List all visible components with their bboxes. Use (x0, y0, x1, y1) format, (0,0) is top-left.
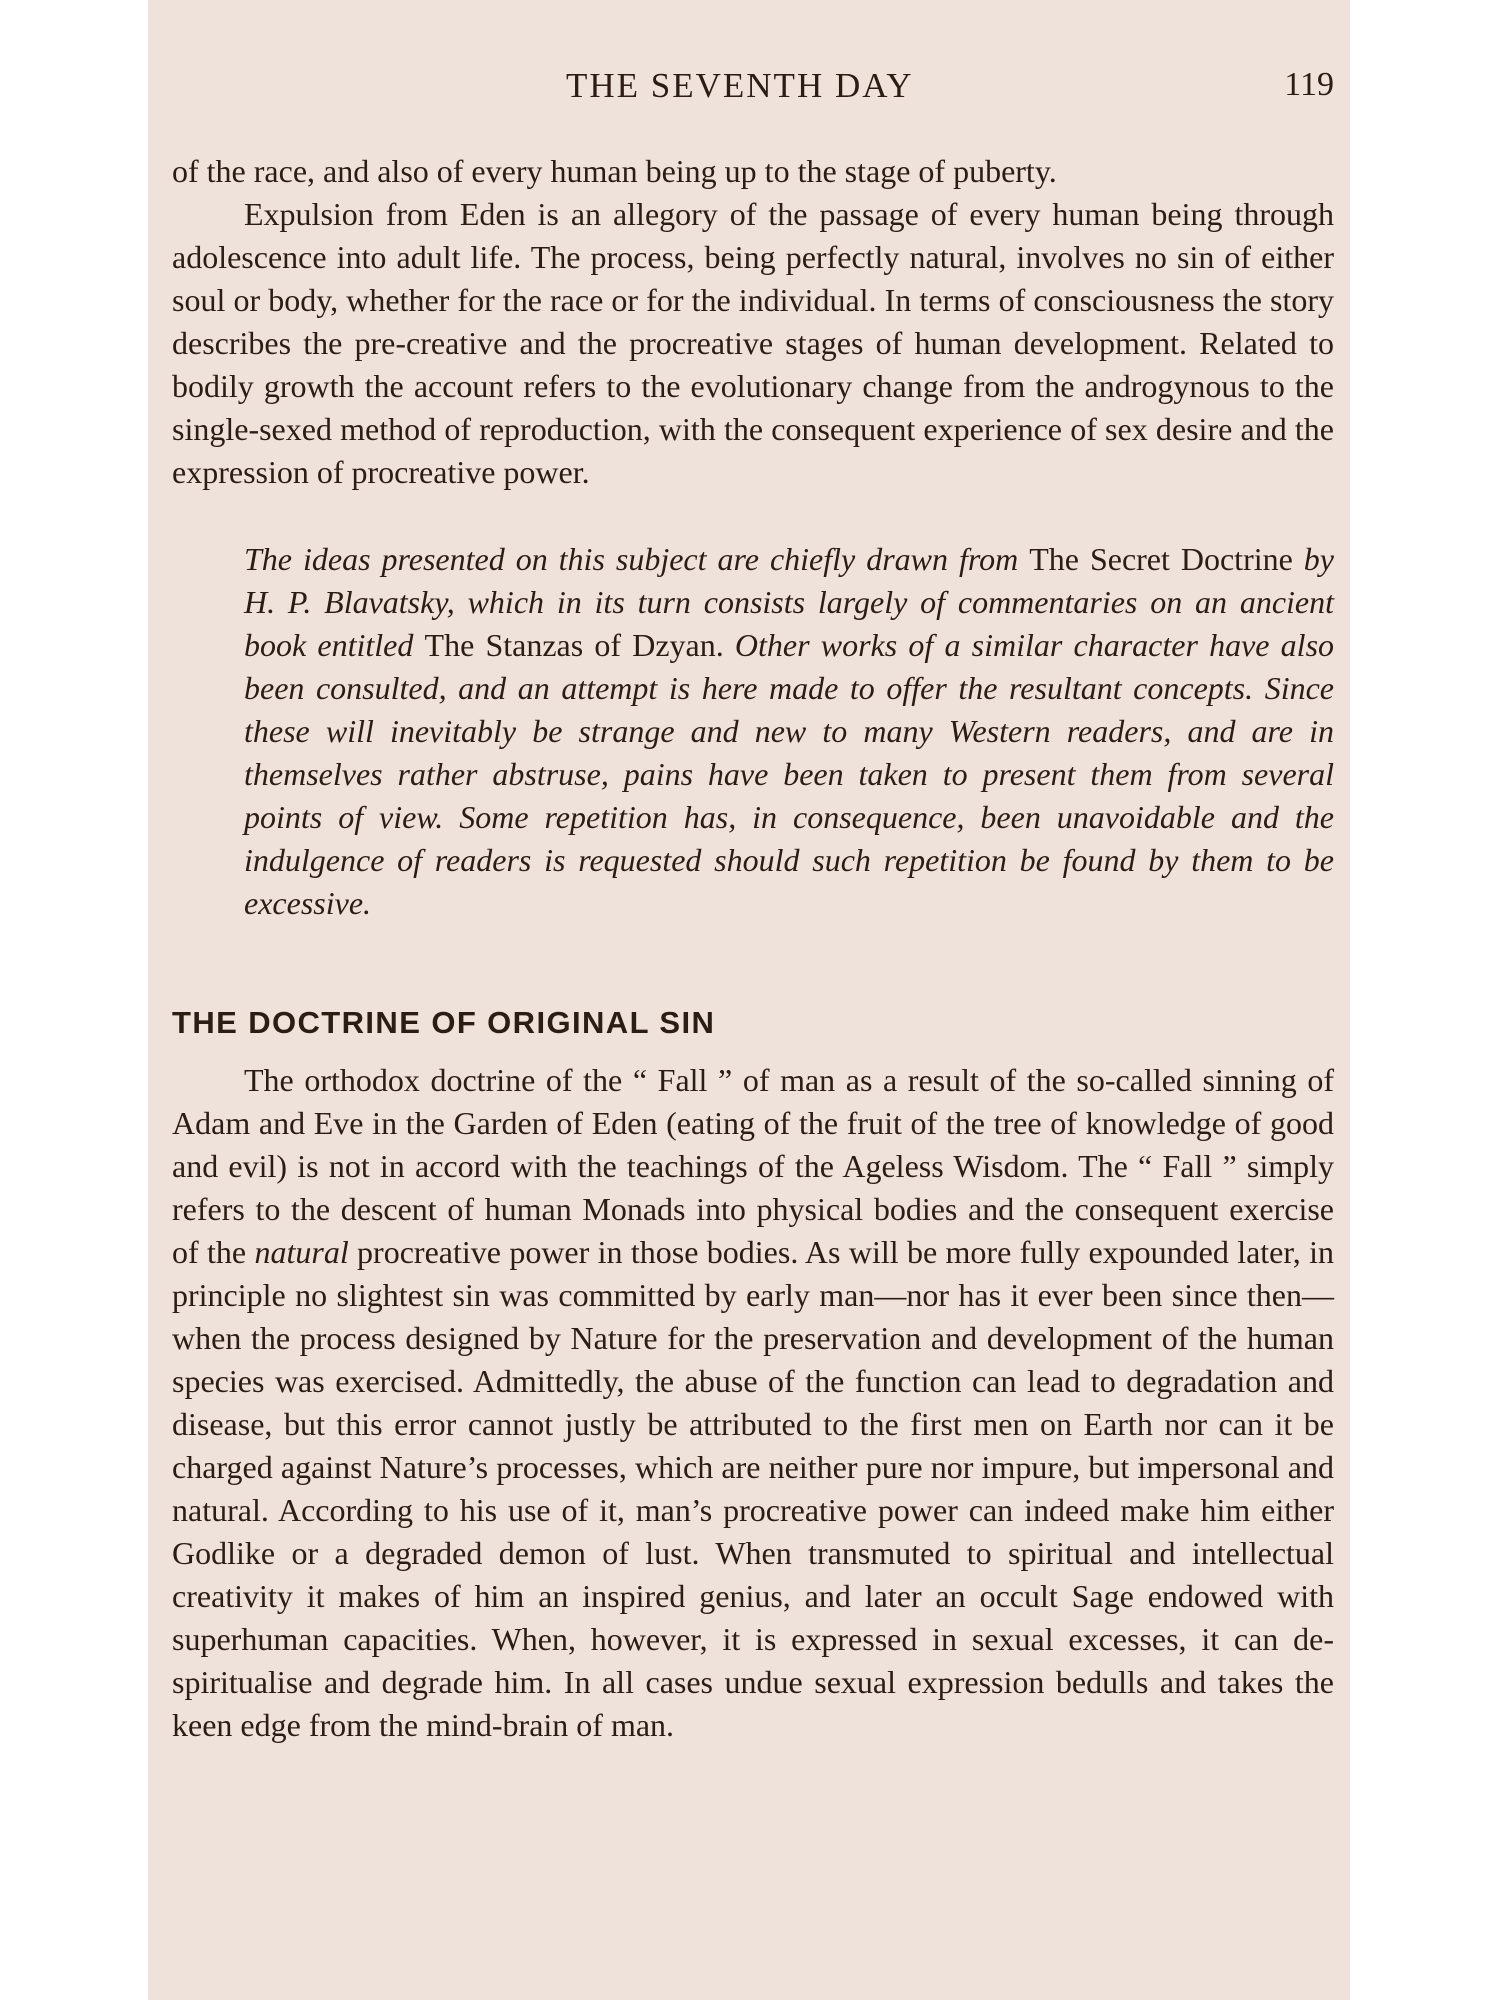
author-note (244, 538, 1334, 925)
expulsion-paragraph: Expulsion from Eden is an allegory of the passage of every human being through adolescence into adult life. The process, being perfectly natural, involves no sin of either soul or body, whether for the race or for the individual. In terms of consciousness the story describes the pre-creative and the procreative stages of human development. Related to bodily growth the account refers to the evolutionary change from the androgynous to the single-sexed method of reproduction, with the consequent experience of sex desire and the expression of procreative power. (172, 196, 1334, 490)
original-sin-text-1: The orthodox doctrine of the “ Fall ” of man as a result of the so-called sinning of Adam and Eve in the Garden of Eden (eating of the fruit of the tree of knowledge of good and evil) is not in accord with the teachings of the Ageless Wisdom. The “ Fall ” simply refers to the descent of human Monads into physical bodies and the consequent exercise of the (172, 1062, 1334, 1270)
section-heading: THE DOCTRINE OF ORIGINAL SIN (172, 1005, 716, 1040)
continued-paragraph: of the race, and also of every human being up to the stage of puberty. (172, 153, 1057, 189)
emphasis-natural: natural (254, 1234, 349, 1270)
note-title-secret-doctrine: The Secret Doctrine (1029, 541, 1293, 577)
running-header (148, 66, 1350, 110)
page-number: 119 (1284, 66, 1334, 103)
note-title-stanzas-of-dzyan: The Stanzas of Dzyan. (424, 627, 724, 663)
note-text-1: The ideas presented on this subject are chiefly drawn from (244, 541, 1030, 577)
note-text-2: by H. P. Blavatsky, which in its turn consists largely of commentaries on an ancient book entitled (244, 541, 1335, 663)
original-sin-text-2: procreative power in those bodies. As will be more fully expounded later, in principle no slightest sin was committed by early man—nor has it ever been since then—when the process designed by Nature for the preservation and development of the human species was exercised. Admittedly, the abuse of the function can lead to degradation and disease, but this error cannot justly be attributed to the first men on Earth nor can it be charged against Nature’s processes, which are neither pure nor impure, but impersonal and natural. According to his use of it, man’s procreative power can indeed make him either Godlike or a degraded demon of lust. When transmuted to spiritual and intellectual creativity it makes of him an inspired genius, and later an occult Sage endowed with superhuman capacities. When, however, it is expressed in sexual excesses, it can de-spiritualise and degrade him. In all cases undue sexual expression bedulls and takes the keen edge from the mind-brain of man. (172, 1234, 1335, 1743)
book-page (148, 0, 1350, 2000)
running-title: THE SEVENTH DAY (566, 66, 914, 105)
original-sin-paragraph (172, 1059, 1334, 1747)
page-body (172, 150, 1334, 1747)
note-text-3: Other works of a similar character have also been consulted, and an attempt is here made to offer the resultant concepts. Since these will inevitably be strange and new to many Western readers, and are in themselves rather abstruse, pains have been taken to present them from several points of view. Some repetition has, in consequence, been unavoidable and the indulgence of readers is requested should such repetition be found by them to be excessive. (244, 627, 1335, 921)
